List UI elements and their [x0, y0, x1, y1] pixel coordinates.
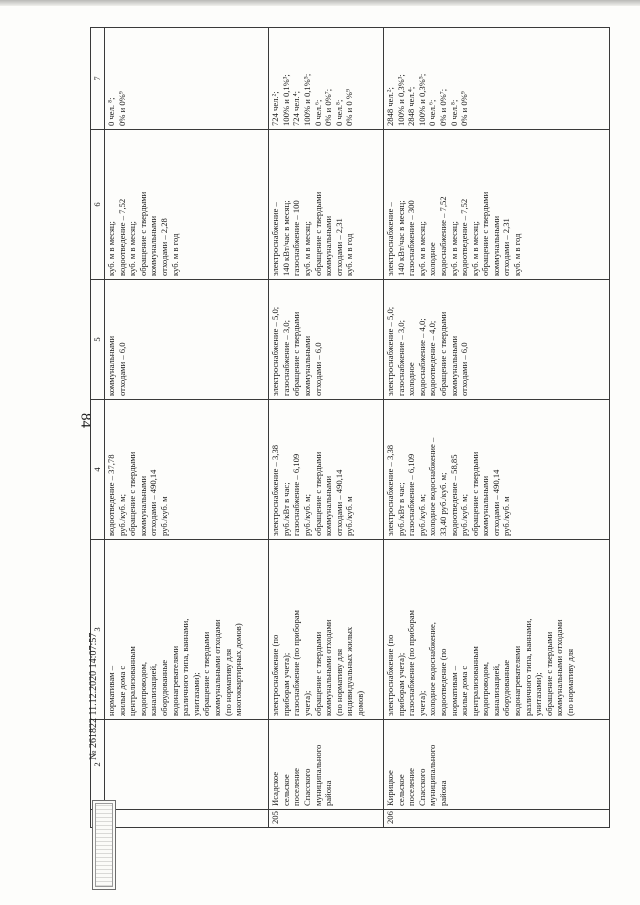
- cell-line: газоснабжение – 300: [406, 200, 417, 276]
- cell-line: руб./куб. м: [501, 496, 512, 536]
- header-cell-2: 2: [91, 720, 105, 810]
- cell-line: куб. м в год: [512, 233, 523, 276]
- cell-line: Спасского: [301, 768, 312, 806]
- cell-line: руб./куб. м;: [416, 493, 427, 536]
- cell-line: электроснабжение (по: [384, 634, 395, 716]
- cell-line: поселение: [406, 768, 417, 806]
- cell-line: 0 чел.⁶;: [427, 99, 438, 126]
- cell-line: куб. м в месяц;: [448, 221, 459, 276]
- cell-line: отходами – 490,14: [490, 469, 501, 536]
- table-cell-col4: [269, 400, 384, 540]
- cell-line: канализацией,: [148, 663, 159, 716]
- table-cell-col2: [383, 720, 609, 810]
- cell-line: водоотведение – 37,78: [106, 454, 116, 536]
- cell-line: газоснабжение – 100: [291, 200, 302, 276]
- table-row: [383, 28, 609, 828]
- cell-line: муниципального: [312, 744, 323, 806]
- cell-line: 2848 чел.⁴;: [406, 86, 417, 126]
- cell-line: приборам учета);: [280, 652, 291, 716]
- cell-line: централизованным: [469, 646, 480, 716]
- cell-line: руб./куб. м: [158, 496, 169, 536]
- cell-line: (по нормативу для: [222, 648, 233, 716]
- cell-line: отходами – 6,0: [312, 342, 323, 396]
- cell-line: коммунальными: [490, 215, 501, 276]
- cell-line: многоквартирных домов): [233, 623, 244, 716]
- cell-line: 0 чел.⁶;: [312, 99, 323, 126]
- cell-line: унитазами);: [190, 672, 201, 716]
- cell-line: газоснабжение – 6,109: [406, 453, 417, 536]
- table-cell-col6: [105, 130, 269, 280]
- cell-line: куб. м в месяц;: [301, 221, 312, 276]
- cell-line: 0 чел.⁸;: [333, 99, 344, 126]
- cell-line: коммунальными: [323, 215, 334, 276]
- cell-line: газоснабжение – 3,0;: [280, 320, 291, 396]
- cell-line: водоотведение (по: [437, 648, 448, 716]
- cell-line: 0% и 0%⁷;: [437, 88, 448, 126]
- cell-line: руб./куб. м;: [301, 493, 312, 536]
- cell-line: коммунальными отходами: [211, 619, 222, 716]
- header-cell-7: 7: [91, 28, 105, 130]
- header-cell-3: 3: [91, 540, 105, 720]
- cell-line: холодное: [406, 362, 417, 396]
- cell-line: района: [437, 780, 448, 806]
- cell-line: индивидуальных жилых: [344, 626, 355, 716]
- cell-line: руб./кВт в час;: [395, 482, 406, 536]
- cell-line: обращение с твердыми: [127, 451, 138, 536]
- cell-line: водоотведение – 7,52: [459, 198, 470, 276]
- table-cell-col3: [383, 540, 609, 720]
- cell-line: газоснабжение – 6,109: [291, 453, 302, 536]
- cell-line: газоснабжение (по приборам: [406, 610, 417, 716]
- table-cell-col1: 205: [269, 810, 384, 828]
- cell-line: руб./куб. м;: [459, 493, 470, 536]
- cell-line: отходами – 2,31: [501, 218, 512, 276]
- cell-line: сельское: [280, 774, 291, 806]
- cell-line: коммунальными: [137, 475, 148, 536]
- cell-line: различного типа, ваннами,: [522, 618, 533, 716]
- cell-line: водоотведение – 7,52: [116, 198, 127, 276]
- cell-line: куб. м в год: [169, 233, 180, 276]
- cell-line: обращение с твердыми: [137, 191, 148, 276]
- table-cell-col6: [269, 130, 384, 280]
- table-row: [269, 28, 384, 828]
- cell-line: нормативам –: [106, 665, 116, 716]
- table-cell-col2: [105, 720, 269, 810]
- cell-line: коммунальными: [480, 475, 491, 536]
- cell-line: обращение с твердыми: [480, 191, 491, 276]
- table-cell-col7: [269, 28, 384, 130]
- cell-line: обращение с твердыми: [291, 311, 302, 396]
- cell-line: водоотведение – 58,85: [448, 454, 459, 536]
- cell-line: обращение с твердыми: [312, 631, 323, 716]
- cell-line: холодное водоснабжение –: [427, 437, 438, 536]
- cell-line: Исадское: [270, 771, 281, 806]
- table-cell-col5: [269, 280, 384, 400]
- cell-line: жилые дома с: [116, 665, 127, 716]
- cell-line: водопроводом,: [480, 661, 491, 716]
- header-cell-4: 4: [91, 400, 105, 540]
- cell-line: канализацией,: [490, 663, 501, 716]
- cell-line: 33,40 руб./куб. м;: [437, 472, 448, 536]
- cell-line: электроснабжение – 3,38: [384, 444, 395, 536]
- table-cell-col3: [269, 540, 384, 720]
- cell-line: муниципального: [427, 744, 438, 806]
- stamp-barcode: [92, 800, 116, 890]
- cell-line: учета);: [416, 690, 427, 716]
- cell-line: куб. м в месяц;: [127, 221, 138, 276]
- table-cell-col5: [383, 280, 609, 400]
- table-cell-col3: [105, 540, 269, 720]
- cell-line: 724 чел.²;: [270, 91, 281, 126]
- cell-line: 100% и 0,1%³;: [280, 74, 291, 126]
- cell-line: руб./куб. м;: [116, 493, 127, 536]
- cell-line: отходами – 2,31: [333, 218, 344, 276]
- cell-line: 0% и 0%⁹: [116, 91, 127, 126]
- cell-line: куб. м в год: [344, 233, 355, 276]
- cell-line: руб./кВт в час;: [280, 482, 291, 536]
- cell-line: оборудованные: [158, 659, 169, 716]
- cell-line: электроснабжение (по: [270, 634, 281, 716]
- cell-line: 0% и 0%⁹: [459, 91, 470, 126]
- cell-line: учета);: [301, 690, 312, 716]
- cell-line: 100% и 0,1%⁵;: [301, 73, 312, 126]
- cell-line: поселение: [291, 768, 302, 806]
- cell-line: электроснабжение –: [270, 202, 281, 276]
- cell-line: электроснабжение –: [384, 202, 395, 276]
- page-number: 84: [77, 413, 94, 428]
- table-cell-col7: [105, 28, 269, 130]
- header-cell-5: 5: [91, 280, 105, 400]
- cell-line: коммунальными отходами: [554, 619, 565, 716]
- cell-line: электроснабжение – 5,0;: [384, 306, 395, 396]
- cell-line: жилые дома с: [459, 665, 470, 716]
- scan-edge: [0, 0, 640, 6]
- cell-line: Спасского: [416, 768, 427, 806]
- cell-line: обращение с твердыми: [201, 631, 212, 716]
- cell-line: отходами – 6,0: [459, 342, 470, 396]
- cell-line: 0 чел. ⁸;: [106, 97, 116, 126]
- cell-line: электроснабжение – 3,38: [270, 444, 281, 536]
- cell-line: (по нормативу для: [333, 648, 344, 716]
- cell-line: холодное: [427, 242, 438, 276]
- table-cell-col7: [383, 28, 609, 130]
- cell-line: обращение с твердыми: [312, 191, 323, 276]
- table-cell-col2: [269, 720, 384, 810]
- cell-line: района: [323, 780, 334, 806]
- header-cell-6: 6: [91, 130, 105, 280]
- cell-line: куб. м в месяц;: [469, 221, 480, 276]
- cell-line: куб. м в месяц;: [106, 221, 116, 276]
- cell-line: 100% и 0,3%⁵;: [416, 73, 427, 126]
- cell-line: обращение с твердыми: [469, 451, 480, 536]
- cell-line: 0% и 0 %⁹: [344, 89, 355, 126]
- cell-line: водоснабжение – 7,52: [437, 196, 448, 276]
- cell-line: 724 чел.⁴;: [291, 91, 302, 126]
- cell-line: обращение с твердыми: [543, 631, 554, 716]
- cell-line: руб./куб. м: [344, 496, 355, 536]
- cell-line: холодное водоснабжение,: [427, 622, 438, 716]
- cell-line: газоснабжение – 3,0;: [395, 320, 406, 396]
- cell-line: газоснабжение (по приборам: [291, 610, 302, 716]
- table-cell-col1: 206: [383, 810, 609, 828]
- barcode-lines: [95, 803, 113, 887]
- cell-line: отходами – 490,14: [148, 469, 159, 536]
- document-footer: № 261822 11.12.2020 14:07:57: [88, 632, 99, 760]
- cell-line: обращение с твердыми: [312, 451, 323, 536]
- table-cell-col4: [105, 400, 269, 540]
- cell-line: оборудованные: [501, 659, 512, 716]
- cell-line: водопроводом,: [137, 661, 148, 716]
- cell-line: отходами – 2,28: [158, 218, 169, 276]
- cell-line: сельское: [395, 774, 406, 806]
- table-row: [105, 28, 269, 828]
- cell-line: коммунальными: [106, 335, 116, 396]
- cell-line: водоснабжение – 4,0;: [416, 318, 427, 396]
- table-cell-col6: [383, 130, 609, 280]
- table-cell-col4: [383, 400, 609, 540]
- cell-line: обращение с твердыми: [437, 311, 448, 396]
- cell-line: приборам учета);: [395, 652, 406, 716]
- table-cell-col5: [105, 280, 269, 400]
- cell-line: коммунальными: [323, 475, 334, 536]
- cell-line: Кирицкое: [384, 770, 395, 806]
- cell-line: водонагревателями: [169, 645, 180, 716]
- cell-line: отходами – 490,14: [333, 469, 344, 536]
- cell-line: унитазами);: [533, 672, 544, 716]
- table-region: [90, 28, 610, 828]
- tariff-table: [90, 27, 610, 828]
- cell-line: 140 кВт/час в месяц;: [280, 200, 291, 276]
- cell-line: коммунальными: [448, 335, 459, 396]
- cell-line: 140 кВт/час в месяц;: [395, 200, 406, 276]
- cell-line: коммунальными отходами: [323, 619, 334, 716]
- cell-line: электроснабжение – 5,0;: [270, 306, 281, 396]
- cell-line: отходами – 6,0: [116, 342, 127, 396]
- cell-line: 0 чел.⁸;: [448, 99, 459, 126]
- cell-line: коммунальными: [148, 215, 159, 276]
- cell-line: водонагревателями: [512, 645, 523, 716]
- cell-line: 2848 чел.²;: [384, 87, 395, 126]
- cell-line: (по нормативу для: [565, 648, 576, 716]
- cell-line: централизованным: [127, 646, 138, 716]
- cell-line: 100% и 0,3%³;: [395, 74, 406, 126]
- cell-line: 0% и 0%⁷;: [323, 88, 334, 126]
- cell-line: нормативам –: [448, 665, 459, 716]
- table-cell-col1: [105, 810, 269, 828]
- cell-line: водоотведение – 4,0;: [427, 320, 438, 396]
- cell-line: коммунальными: [301, 335, 312, 396]
- cell-line: домов): [354, 690, 365, 716]
- cell-line: различного типа, ваннами,: [180, 618, 191, 716]
- rotated-table-container: [90, 28, 610, 828]
- cell-line: куб. м в месяц;: [416, 221, 427, 276]
